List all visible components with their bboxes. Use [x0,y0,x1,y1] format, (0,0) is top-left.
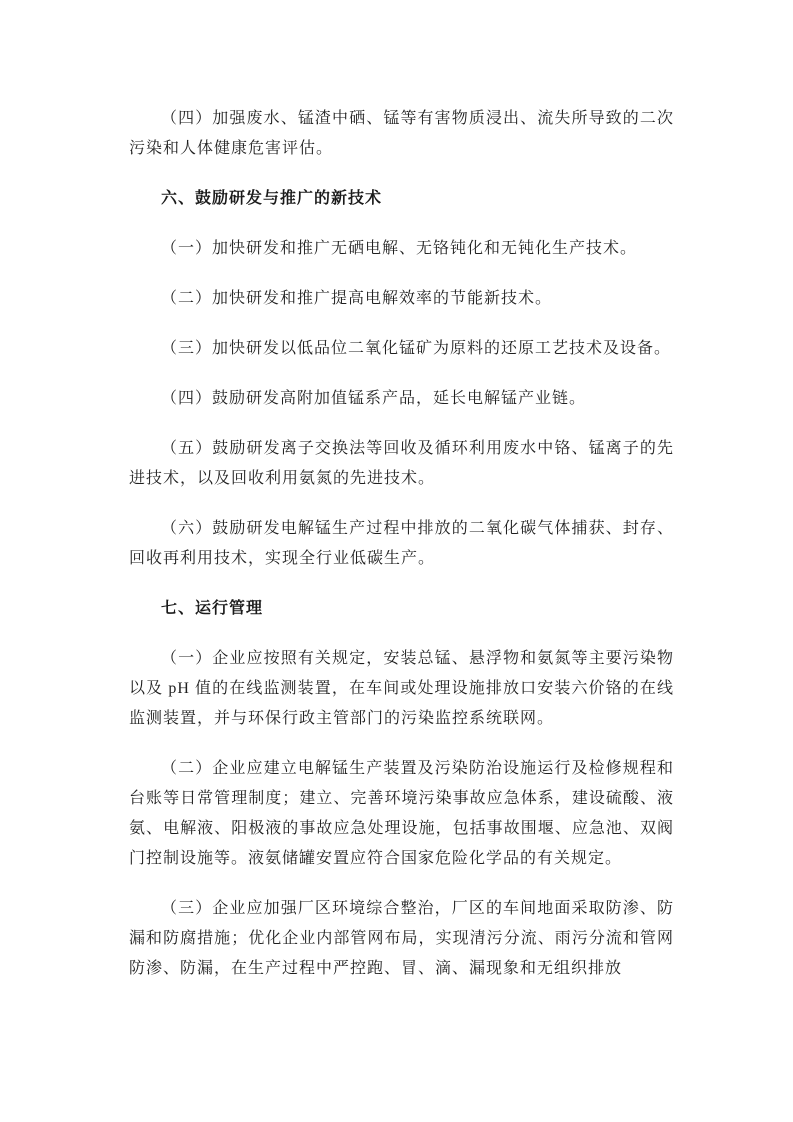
paragraph: （四）鼓励研发高附加值锰系产品，延长电解锰产业链。 [161,390,587,407]
paragraph: （六）鼓励研发电解锰生产过程中排放的二氧化碳气体捕获、封存、回收再利用技术，实现全行业低碳生产。 [129,520,674,567]
paragraph: （一）企业应按照有关规定，安装总锰、悬浮物和氨氮等主要污染物以及 pH 值的在线监测装置，在车间或处理设施排放口安装六价铬的在线监测装置，并与环保行政主管部门的污染监控系统联网。 [129,650,674,727]
paragraph: （三）加快研发以低品位二氧化锰矿为原料的还原工艺技术及设备。 [161,340,672,357]
section-heading: 七、运行管理 [161,600,264,617]
paragraph: （一）加快研发和推广无硒电解、无铬钝化和无钝化生产技术。 [161,240,638,257]
paragraph: （四）加强废水、锰渣中硒、锰等有害物质浸出、流失所导致的二次污染和人体健康危害评估。 [129,110,674,157]
paragraph: （二）企业应建立电解锰生产装置及污染防治设施运行及检修规程和台账等日常管理制度；建立、完善环境污染事故应急体系，建设硫酸、液氨、电解液、阳极液的事故应急处理设施，包括事故围堰、应急池、双阀门控制设施等。液氨储罐安置应符合国家危险化学品的有关规定。 [129,760,674,867]
paragraph: （二）加快研发和推广提高电解效率的节能新技术。 [161,290,553,307]
document-body [129,104,674,984]
section-heading: 六、鼓励研发与推广的新技术 [161,190,383,207]
paragraph: （五）鼓励研发离子交换法等回收及循环利用废水中铬、锰离子的先进技术，以及回收利用氨氮的先进技术。 [129,440,674,487]
paragraph: （三）企业应加强厂区环境综合整治，厂区的车间地面采取防渗、防漏和防腐措施；优化企业内部管网布局，实现清污分流、雨污分流和管网防渗、防漏，在生产过程中严控跑、冒、滴、漏现象和无组织排放 [129,900,674,977]
